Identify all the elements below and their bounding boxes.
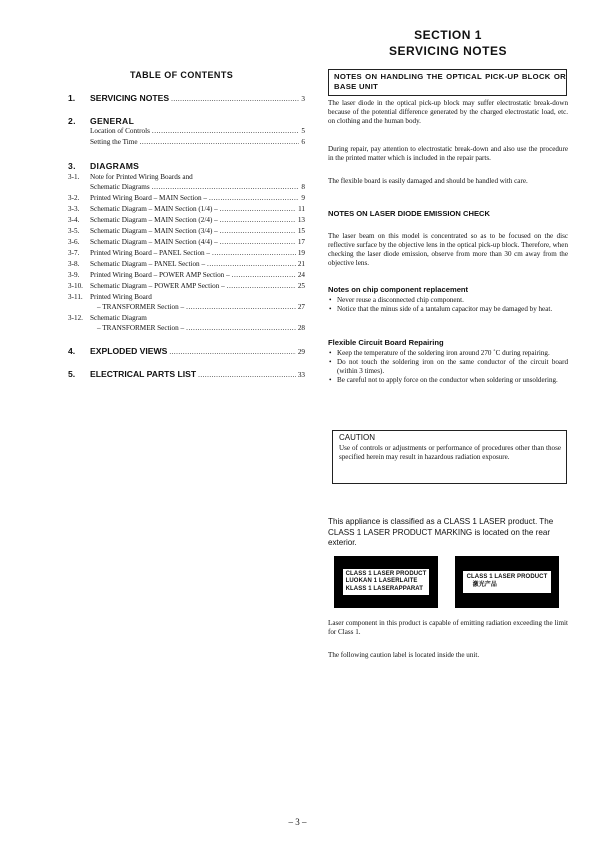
laser-product-label-1 bbox=[334, 556, 438, 608]
label-line: 激光产品 bbox=[472, 582, 498, 588]
leader-dots bbox=[227, 282, 296, 291]
toc-page-number: 27 bbox=[297, 303, 305, 311]
caution-title: CAUTION bbox=[339, 433, 375, 442]
leader-dots bbox=[220, 227, 296, 236]
toc-entry-location-of-controls[interactable] bbox=[90, 127, 305, 136]
leader-dots bbox=[209, 194, 299, 203]
toc-entry-3-12[interactable] bbox=[97, 324, 305, 333]
toc-entry-label: Schematic Diagram – MAIN Section (1/4) – bbox=[90, 205, 218, 213]
leader-dots bbox=[152, 127, 300, 136]
leader-dots bbox=[186, 324, 296, 333]
toc-entry-label: SERVICING NOTES bbox=[90, 93, 170, 103]
toc-page-number: 25 bbox=[297, 282, 305, 290]
toc-page-number: 9 bbox=[301, 194, 305, 202]
laser-label-text bbox=[463, 571, 552, 592]
section-title: SERVICING NOTES bbox=[389, 44, 507, 58]
list-item: • Never reuse a disconnected chip component. bbox=[328, 296, 568, 305]
laser-product-label-2 bbox=[455, 556, 559, 608]
toc-entry-number: 1. bbox=[68, 93, 76, 103]
leader-dots bbox=[169, 348, 295, 357]
toc-entry-label: Schematic Diagram – POWER AMP Section – bbox=[90, 282, 225, 290]
toc-entry-label: Schematic Diagram – MAIN Section (4/4) – bbox=[90, 238, 218, 246]
toc-page-number: 13 bbox=[297, 216, 305, 224]
leader-dots bbox=[220, 216, 296, 225]
toc-entry-label: Note for Printed Wiring Boards and bbox=[90, 173, 193, 181]
toc-entry-label: ELECTRICAL PARTS LIST bbox=[90, 369, 197, 379]
toc-page-number: 17 bbox=[297, 238, 305, 246]
toc-entry-number: 3-3. bbox=[68, 205, 80, 213]
toc-entry-number: 3-6. bbox=[68, 238, 80, 246]
toc-entry-number: 3. bbox=[68, 161, 76, 171]
toc-page-number: 24 bbox=[297, 271, 305, 279]
toc-entry-label: Schematic Diagrams bbox=[90, 183, 150, 191]
leader-dots bbox=[232, 271, 296, 280]
label-line: KLASS 1 LASERAPPARAT bbox=[345, 585, 424, 592]
leader-dots bbox=[186, 303, 296, 312]
optical-paragraph-3: The flexible board is easily damaged and should be handled with care. bbox=[328, 177, 528, 185]
toc-page-number: 3 bbox=[301, 95, 305, 103]
class-1-laser-note: This appliance is classified as a CLASS 1 LASER product. The CLASS 1 LASER PRODUCT MARKING is located on the rear exterior. bbox=[328, 517, 554, 547]
toc-entry-3-3[interactable] bbox=[90, 205, 305, 214]
toc-entry-setting-the-time[interactable] bbox=[90, 138, 305, 147]
toc-entry-number: 3-9. bbox=[68, 271, 80, 279]
laser-label-text bbox=[343, 569, 430, 596]
laser-check-heading: NOTES ON LASER DIODE EMISSION CHECK bbox=[328, 209, 491, 218]
toc-entry-exploded-views[interactable] bbox=[68, 347, 305, 357]
toc-entry-label: – TRANSFORMER Section – bbox=[97, 303, 185, 311]
toc-page-number: 29 bbox=[297, 348, 305, 356]
list-item: • Notice that the minus side of a tantalum capacitor may be damaged by heat. bbox=[328, 305, 568, 314]
toc-page-number: 19 bbox=[297, 249, 305, 257]
page-number: – 3 – bbox=[288, 817, 307, 827]
leader-dots bbox=[212, 249, 296, 258]
leader-dots bbox=[140, 138, 300, 147]
toc-entry-number: 3-2. bbox=[68, 194, 80, 202]
caution-label-location-note: The following caution label is located inside the unit. bbox=[328, 651, 480, 659]
label-line: CLASS 1 LASER PRODUCT bbox=[466, 574, 548, 581]
laser-component-note: Laser component in this product is capable of emitting radiation exceeding the limit for Class 1. bbox=[328, 619, 568, 636]
toc-entry-label: Location of Controls bbox=[90, 127, 150, 135]
toc-entry-3-6[interactable] bbox=[90, 238, 305, 247]
toc-entry-3-7[interactable] bbox=[90, 249, 305, 258]
leader-dots bbox=[198, 371, 296, 380]
toc-entry-electrical-parts-list[interactable] bbox=[68, 370, 305, 380]
toc-entry-number: 4. bbox=[68, 346, 76, 356]
toc-entry-number: 3-1. bbox=[68, 173, 80, 181]
toc-entry-number: 5. bbox=[68, 369, 76, 379]
section-number: SECTION 1 bbox=[414, 28, 482, 42]
toc-entry-3-5[interactable] bbox=[90, 227, 305, 236]
toc-page-number: 28 bbox=[297, 324, 305, 332]
toc-entry-number: 3-11. bbox=[68, 293, 83, 301]
toc-entry-label: Printed Wiring Board – MAIN Section – bbox=[90, 194, 207, 202]
chip-replacement-heading: Notes on chip component replacement bbox=[328, 285, 469, 294]
toc-entry-number: 3-5. bbox=[68, 227, 80, 235]
chip-replacement-list bbox=[328, 296, 568, 314]
toc-entry-label: Printed Wiring Board – PANEL Section – bbox=[90, 249, 211, 257]
toc-entry-label: GENERAL bbox=[90, 116, 135, 126]
optical-paragraph-2: During repair, pay attention to electrostatic break-down and also use the procedure in the printed matter which is included in the repair parts. bbox=[328, 145, 568, 162]
toc-entry-number: 2. bbox=[68, 116, 76, 126]
leader-dots bbox=[220, 238, 296, 247]
toc-entry-number: 3-12. bbox=[68, 314, 83, 322]
toc-entry-3-2[interactable] bbox=[90, 194, 305, 203]
toc-entry-label: Schematic Diagram – MAIN Section (2/4) – bbox=[90, 216, 218, 224]
flex-board-list bbox=[328, 349, 568, 385]
toc-entry-label: EXPLODED VIEWS bbox=[90, 346, 168, 356]
flex-board-heading: Flexible Circuit Board Repairing bbox=[328, 338, 444, 347]
caution-text: Use of controls or adjustments or performance of procedures other than those specified herein may result in hazardous radiation exposure. bbox=[339, 444, 561, 461]
optical-notes-heading: NOTES ON HANDLING THE OPTICAL PICK-UP BLOCK OR BASE UNIT bbox=[334, 72, 566, 91]
toc-entry-label: Schematic Diagram – MAIN Section (3/4) – bbox=[90, 227, 218, 235]
list-item: • Be careful not to apply force on the conductor when soldering or unsoldering. bbox=[328, 376, 568, 385]
label-line: LUOKAN 1 LASERLAITE bbox=[345, 578, 418, 585]
toc-entry-label: Printed Wiring Board – POWER AMP Section – bbox=[90, 271, 230, 279]
toc-entry-label: Printed Wiring Board bbox=[90, 293, 152, 301]
label-line: CLASS 1 LASER PRODUCT bbox=[345, 570, 427, 577]
toc-page-number: 8 bbox=[301, 183, 305, 191]
toc-entry-label: DIAGRAMS bbox=[90, 161, 140, 171]
list-item: • Keep the temperature of the soldering iron around 270 ˚C during repairing. bbox=[328, 349, 568, 358]
toc-entry-3-9[interactable] bbox=[90, 271, 305, 280]
toc-page-number: 15 bbox=[297, 227, 305, 235]
toc-page-number: 6 bbox=[301, 138, 305, 146]
toc-entry-3-10[interactable] bbox=[90, 282, 305, 291]
toc-title: TABLE OF CONTENTS bbox=[130, 70, 234, 80]
toc-entry-number: 3-8. bbox=[68, 260, 80, 268]
toc-entry-note-for-pwb[interactable] bbox=[90, 183, 305, 192]
toc-entry-label: Schematic Diagram – PANEL Section – bbox=[90, 260, 206, 268]
toc-entry-label: Setting the Time bbox=[90, 138, 138, 146]
toc-entry-3-4[interactable] bbox=[90, 216, 305, 225]
toc-entry-label: – TRANSFORMER Section – bbox=[97, 324, 185, 332]
laser-check-paragraph: The laser beam on this model is concentrated so as to be focused on the disc reflective surface by the objective lens in the optical pick-up block. Therefore, when checking the laser diode emission, observe from more than 30 cm away from the objective lens. bbox=[328, 232, 568, 267]
leader-dots bbox=[152, 183, 300, 192]
leader-dots bbox=[220, 205, 296, 214]
leader-dots bbox=[171, 95, 299, 104]
leader-dots bbox=[207, 260, 296, 269]
toc-entry-3-8[interactable] bbox=[90, 260, 305, 269]
toc-entry-number: 3-10. bbox=[68, 282, 83, 290]
toc-entry-servicing-notes[interactable] bbox=[68, 94, 305, 104]
toc-page-number: 11 bbox=[298, 205, 305, 213]
list-item: • Do not touch the soldering iron on the same conductor of the circuit board (within 3 times). bbox=[328, 358, 568, 376]
toc-entry-3-11[interactable] bbox=[97, 303, 305, 312]
toc-page-number: 5 bbox=[301, 127, 305, 135]
toc-entry-number: 3-7. bbox=[68, 249, 80, 257]
toc-page-number: 21 bbox=[297, 260, 305, 268]
toc-entry-number: 3-4. bbox=[68, 216, 80, 224]
toc-entry-label: Schematic Diagram bbox=[90, 314, 147, 322]
toc-page-number: 33 bbox=[297, 371, 305, 379]
optical-paragraph-1: The laser diode in the optical pick-up block may suffer electrostatic break-down because of the potential difference generated by the charged electrostatic load, etc. on clothing and the human body. bbox=[328, 99, 568, 125]
